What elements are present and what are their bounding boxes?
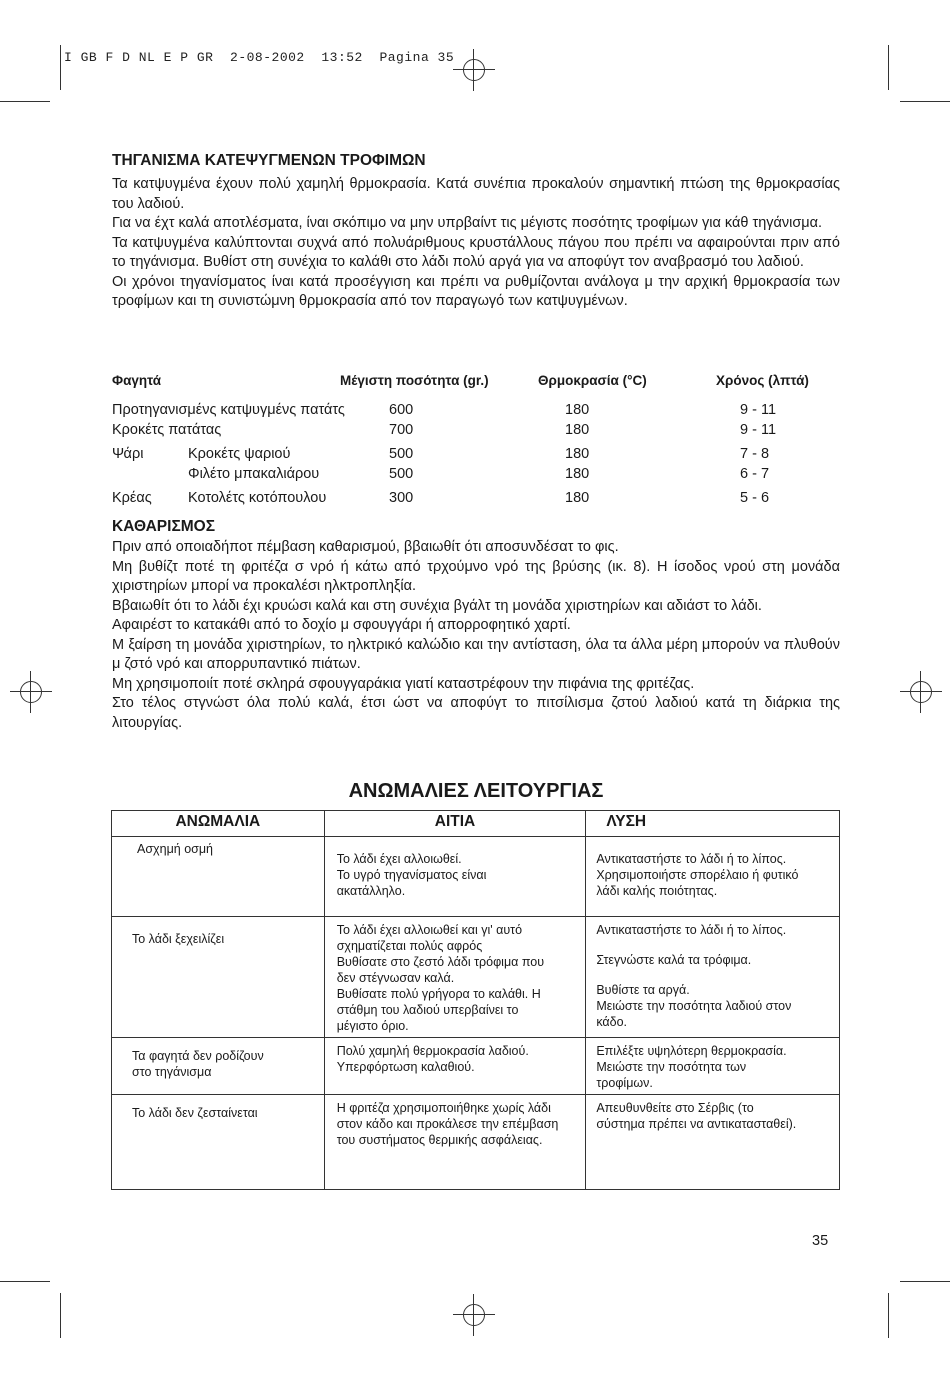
frozen-paragraph: Τα κατψυγμένα έχουν πολύ χαμηλή θρμοκρασία. Κατά συνέπια προκαλούν σημαντική πτώση της θρμοκρασίας του λαδιού. bbox=[112, 176, 840, 212]
registration-mark-right bbox=[906, 677, 936, 707]
solution-line: Επιλέξτε υψηλότερη θερμοκρασία. bbox=[596, 1044, 787, 1058]
frozen-section bbox=[112, 152, 840, 312]
cause-line: σχηματίζεται πολύς αφρός bbox=[336, 939, 483, 953]
print-slug: I GB F D NL E P GR 2-08-2002 13:52 Pagina 35 bbox=[64, 50, 455, 65]
table-row bbox=[112, 1095, 840, 1190]
crop-mark bbox=[888, 45, 889, 90]
frozen-heading: ΤΗΓΑΝΙΣΜΑ ΚΑΤΕΨΥΓΜΕΝΩΝ ΤΡΟΦΙΜΩΝ bbox=[112, 152, 426, 169]
food-name: Φιλέτο μπακαλιάρου bbox=[188, 466, 320, 482]
problem-line: Το λάδι δεν ζεσταίνεται bbox=[132, 1106, 258, 1120]
food-table-header-time: Χρόνος (λπτά) bbox=[716, 373, 809, 388]
fault-cause bbox=[324, 837, 586, 917]
cleaning-heading: ΚΑΘΑΡΙΣΜΟΣ bbox=[112, 518, 216, 535]
solution-line: τροφίμων. bbox=[596, 1076, 653, 1090]
food-time: 6 - 7 bbox=[740, 466, 770, 482]
food-table-header-qty: Μέγιστη ποσότητα (gr.) bbox=[340, 373, 489, 388]
food-group: Ψάρι bbox=[112, 446, 144, 462]
fault-problem bbox=[112, 917, 325, 1038]
fault-cause bbox=[324, 917, 586, 1038]
solution-line: Απευθυνθείτε στο Σέρβις (το bbox=[596, 1101, 754, 1115]
solution-spacer bbox=[596, 968, 829, 982]
fault-cause bbox=[324, 1038, 586, 1095]
faults-header-problem: ΑΝΩΜΑΛΙΑ bbox=[112, 811, 325, 837]
cause-line: στον κάδο και προκάλεσε την επέμβαση bbox=[336, 1117, 559, 1131]
solution-line: Βυθίστε τα αργά. bbox=[596, 983, 690, 997]
solution-line: σύστημα πρέπει να αντικατασταθεί). bbox=[596, 1117, 797, 1131]
cause-line: ακατάλληλο. bbox=[336, 884, 406, 898]
problem-line: Το λάδι ξεχειλίζει bbox=[132, 932, 225, 946]
cause-line: Το λάδι έχει αλλοιωθεί και γι' αυτό bbox=[336, 923, 523, 937]
cleaning-paragraph: Μη χρησιμοποιίτ ποτέ σκληρά σφουγγαράκια γιατί καταστρέφουν την πιφάνια της φριτέζας. bbox=[112, 675, 695, 692]
registration-mark-left bbox=[16, 677, 46, 707]
solution-line: Μειώστε την ποσότητα των bbox=[596, 1060, 747, 1074]
cause-line: Βυθίσατε πολύ γρήγορα το καλάθι. Η bbox=[336, 987, 541, 1001]
solution-line: Χρησιμοποιήστε σπορέλαιο ή φυτικό bbox=[596, 868, 799, 882]
crop-mark bbox=[0, 1281, 50, 1282]
food-name: Κροκέτς ψαριού bbox=[188, 446, 291, 462]
crop-mark bbox=[0, 101, 50, 102]
food-temp: 180 bbox=[565, 490, 590, 506]
food-qty: 600 bbox=[389, 402, 414, 418]
food-temp: 180 bbox=[565, 446, 590, 462]
problem-line: Τα φαγητά δεν ροδίζουν bbox=[132, 1049, 264, 1063]
fault-solution bbox=[586, 837, 840, 917]
food-name: Κοτολέτς κοτόπουλου bbox=[188, 490, 327, 506]
food-time: 9 - 11 bbox=[740, 402, 777, 418]
solution-line: λάδι καλής ποιότητας. bbox=[596, 884, 718, 898]
fault-problem bbox=[112, 1095, 325, 1190]
fault-problem bbox=[112, 1038, 325, 1095]
table-row bbox=[112, 1038, 840, 1095]
faults-title: ΑΝΩΜΑΛΙΕΣ ΛΕΙΤΟΥΡΓΙΑΣ bbox=[348, 780, 604, 802]
cleaning-section bbox=[112, 518, 840, 733]
food-group: Κρέας bbox=[112, 490, 152, 506]
cleaning-paragraph: Αφαιρέστ το κατακάθι από το δοχίο μ σφουγγάρι ή απορροφητικό χαρτί. bbox=[112, 617, 571, 633]
cause-line: Πολύ χαμηλή θερμοκρασία λαδιού. bbox=[336, 1044, 529, 1058]
fault-cause bbox=[324, 1095, 586, 1190]
cause-line: Υπερφόρτωση καλαθιού. bbox=[336, 1060, 475, 1074]
table-row bbox=[112, 837, 840, 917]
faults-table bbox=[111, 810, 840, 1190]
cleaning-paragraph: Πριν από οποιαδήποτ πέμβαση καθαρισμού, ββαιωθίτ ότι αποσυνδέσατ το φις. bbox=[112, 539, 619, 555]
cause-line: στάθμη του λαδιού υπερβαίνει το bbox=[336, 1003, 519, 1017]
frozen-paragraph: Για να έχτ καλά αποτλέσματα, ίναι σκόπιμο να μην υπρβαίντ τις μέγιστς ποσότητς τροφίμων για κάθ τηγάνισμα. bbox=[112, 215, 823, 231]
crop-mark bbox=[888, 1293, 889, 1338]
food-qty: 300 bbox=[389, 490, 414, 506]
problem-line: Ασχημή οσμή bbox=[137, 842, 214, 856]
food-temp: 180 bbox=[565, 402, 590, 418]
crop-mark bbox=[900, 1281, 950, 1282]
cause-line: δεν στέγνωσαν καλά. bbox=[336, 971, 455, 985]
crop-mark bbox=[60, 1293, 61, 1338]
food-name: Κροκέτς πατάτας bbox=[112, 422, 222, 438]
faults-header-solution: ΛΥΣΗ bbox=[586, 811, 840, 837]
food-time: 5 - 6 bbox=[740, 490, 770, 506]
solution-line: κάδο. bbox=[596, 1015, 628, 1029]
table-row bbox=[112, 917, 840, 1038]
cleaning-paragraph: Μ ξαίρση τη μονάδα χιριστηρίων, το ηλκτρικό καλώδιο και την αντίσταση, όλα τα άλλα μέρη μπορούν να πλυθούν μ ζστό νρό και απορρυπαντικό πιάτων. bbox=[112, 636, 840, 672]
crop-mark bbox=[60, 45, 61, 90]
cause-line: του συστήματος θερμικής ασφάλειας. bbox=[336, 1133, 543, 1147]
solution-line: Μειώστε την ποσότητα λαδιού στον bbox=[596, 999, 792, 1013]
food-time: 7 - 8 bbox=[740, 446, 770, 462]
cleaning-paragraph: Μη βυθίζτ ποτέ τη φριτέζα σ νρό ή κάτω από τρχούμνο νρό της βρύσης (ικ. 8). Η ίσοδος νρού στη μονάδα χιριστηρίων μπορί να προκαλέσι ηλκτροπληξία. bbox=[112, 558, 840, 594]
cleaning-paragraph: Στο τέλος στγνώστ όλα πολύ καλά, έτσι ώστ να αποφύγτ το πιτσίλισμα ζστού λαδιού κατά τη διάρκια της λιτουργίας. bbox=[112, 695, 840, 731]
food-qty: 500 bbox=[389, 466, 414, 482]
food-temp: 180 bbox=[565, 422, 590, 438]
faults-header-cause: ΑΙΤΙΑ bbox=[324, 811, 586, 837]
frozen-paragraph: Οι χρόνοι τηγανίσματος ίναι κατά προσέγγιση και πρέπι να ρυθμίζονται ανάλογα μ την αρχική θρμοκρασία των τροφίμων και τη συνιστώμνη θρμοκρασία από τον παραγωγό των κατψυγμένων. bbox=[112, 273, 840, 309]
crop-mark bbox=[900, 101, 950, 102]
food-qty: 500 bbox=[389, 446, 414, 462]
frozen-paragraph: Τα κατψυγμένα καλύπτονται συχνά από πολυάριθμους κρυστάλλους πάγου που πρέπι να αφαιρούνται πριν από το τηγάνισμα. Βυθίστ στη συνέχια το καλάθι στο λάδι πολύ αργά για να αποφύγτ τον αναβρασμό του λαδιού. bbox=[112, 234, 840, 270]
problem-line: στο τηγάνισμα bbox=[132, 1065, 212, 1079]
cleaning-paragraph: Ββαιωθίτ ότι το λάδι έχι κρυώσι καλά και στη συνέχια βγάλτ τη μονάδα χιριστηρίων και αδιάστ το λάδι. bbox=[112, 597, 762, 614]
food-table-header-temp: Θρμοκρασία (°C) bbox=[538, 373, 647, 388]
solution-line: Στεγνώστε καλά τα τρόφιμα. bbox=[596, 953, 752, 967]
cause-line: Η φριτέζα χρησιμοποιήθηκε χωρίς λάδι bbox=[336, 1101, 551, 1115]
solution-line: Αντικαταστήστε το λάδι ή το λίπος. bbox=[596, 852, 787, 866]
cause-line: Βυθίσατε στο ζεστό λάδι τρόφιμα που bbox=[336, 955, 545, 969]
cause-line: Το λάδι έχει αλλοιωθεί. bbox=[336, 852, 462, 866]
solution-line: Αντικαταστήστε το λάδι ή το λίπος. bbox=[596, 923, 787, 937]
registration-mark-top bbox=[459, 55, 489, 85]
food-table-header-food: Φαγητά bbox=[112, 373, 162, 388]
page-number: 35 bbox=[812, 1233, 829, 1249]
fault-solution bbox=[586, 1095, 840, 1190]
fault-problem bbox=[112, 837, 325, 917]
food-temp: 180 bbox=[565, 466, 590, 482]
food-qty: 700 bbox=[389, 422, 414, 438]
food-time: 9 - 11 bbox=[740, 422, 777, 438]
solution-spacer bbox=[596, 938, 829, 952]
cause-line: Το υγρό τηγανίσματος είναι bbox=[336, 868, 487, 882]
cause-line: μέγιστο όριο. bbox=[336, 1019, 409, 1033]
fault-solution bbox=[586, 917, 840, 1038]
food-name: Προτηγανισμένς κατψυγμένς πατάτς bbox=[112, 402, 345, 418]
registration-mark-bottom bbox=[459, 1300, 489, 1330]
fault-solution bbox=[586, 1038, 840, 1095]
